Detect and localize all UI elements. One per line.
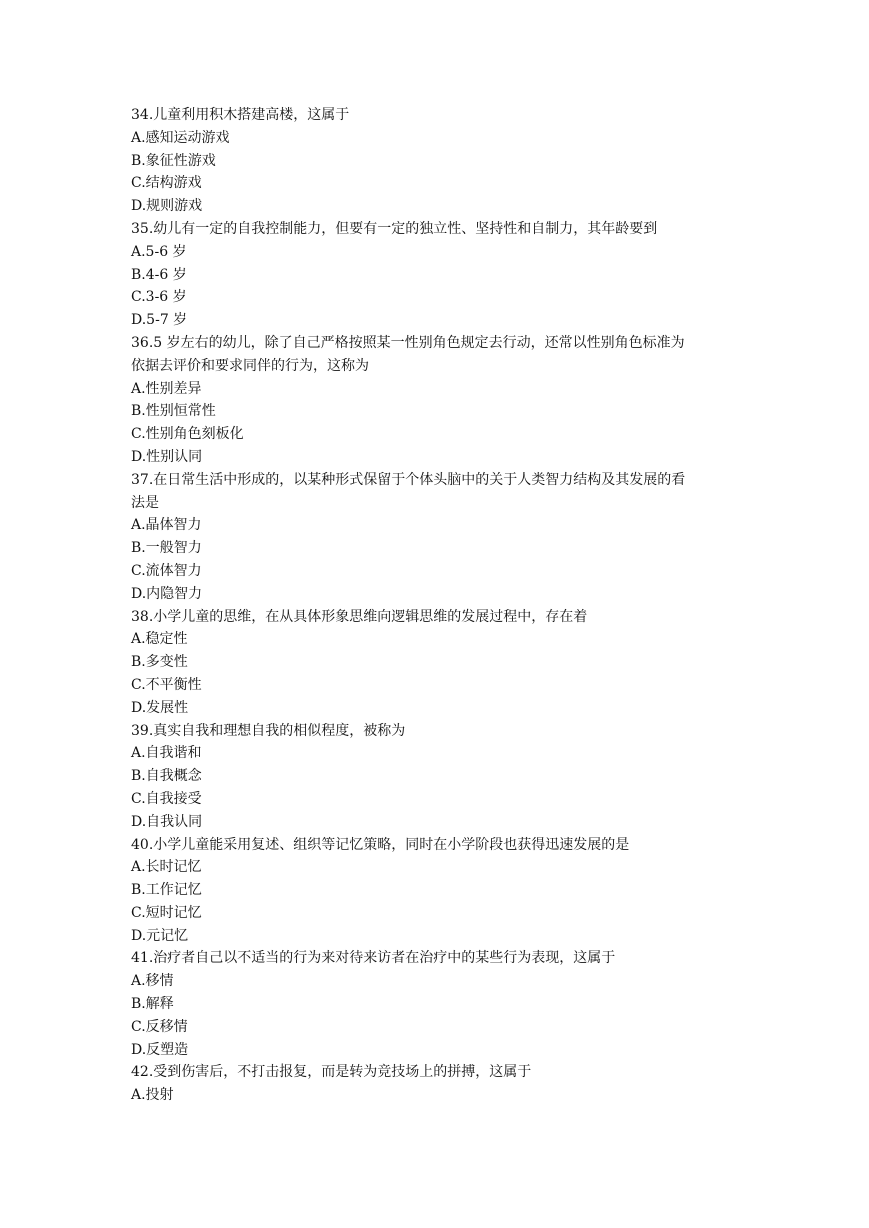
answer-option: D.发展性: [131, 699, 189, 716]
answer-option: B.解释: [131, 996, 174, 1013]
answer-option: C.短时记忆: [131, 904, 202, 921]
question-stem-line: 35.幼儿有一定的自我控制能力，但要有一定的独立性、坚持性和自制力，其年龄要到: [131, 220, 658, 237]
question-stem-line: 42.受到伤害后，不打击报复，而是转为竞技场上的拼搏，这属于: [131, 1064, 532, 1081]
answer-option: A.自我谐和: [131, 745, 202, 762]
question-stem-line: 依据去评价和要求同伴的行为，这称为: [131, 357, 369, 374]
answer-option: C.反移情: [131, 1018, 188, 1035]
question-list: [131, 104, 751, 1107]
answer-option: D.反塑造: [131, 1041, 189, 1058]
answer-option: D.内隐智力: [131, 585, 203, 602]
question-stem-line: 37.在日常生活中形成的，以某种形式保留于个体头脑中的关于人类智力结构及其发展的看: [131, 471, 686, 488]
answer-option: D.规则游戏: [131, 198, 203, 215]
question-block: [131, 834, 751, 948]
question-stem-line: 41.治疗者自己以不适当的行为来对待来访者在治疗中的某些行为表现，这属于: [131, 950, 616, 967]
answer-option: A.晶体智力: [131, 517, 202, 534]
question-block: [131, 1061, 751, 1107]
answer-option: D.性别认同: [131, 448, 203, 465]
answer-option: A.5-6 岁: [131, 243, 187, 260]
answer-option: D.元记忆: [131, 927, 189, 944]
answer-option: D.5-7 岁: [131, 312, 188, 329]
answer-option: C.自我接受: [131, 790, 202, 807]
answer-option: B.多变性: [131, 654, 188, 671]
answer-option: C.性别角色刻板化: [131, 426, 244, 443]
answer-option: A.性别差异: [131, 380, 202, 397]
question-block: [131, 606, 751, 720]
answer-option: C.结构游戏: [131, 175, 202, 192]
answer-option: B.工作记忆: [131, 882, 202, 899]
answer-option: A.稳定性: [131, 631, 188, 648]
question-block: [131, 720, 751, 834]
question-block: [131, 218, 751, 332]
answer-option: C.流体智力: [131, 562, 202, 579]
answer-option: B.象征性游戏: [131, 152, 216, 169]
question-stem-line: 36.5 岁左右的幼儿，除了自己严格按照某一性别角色规定去行动，还常以性别角色标准为: [131, 334, 685, 351]
question-stem-line: 34.儿童利用积木搭建高楼，这属于: [131, 107, 350, 123]
answer-option: A.投射: [131, 1087, 174, 1104]
answer-option: A.移情: [131, 973, 174, 990]
answer-option: A.长时记忆: [131, 859, 202, 876]
question-stem-line: 法是: [131, 494, 159, 511]
question-block: [131, 469, 751, 606]
answer-option: B.4-6 岁: [131, 266, 187, 283]
answer-option: D.自我认同: [131, 813, 203, 830]
question-stem-line: 39.真实自我和理想自我的相似程度，被称为: [131, 722, 406, 739]
question-block: [131, 104, 751, 218]
answer-option: A.感知运动游戏: [131, 129, 230, 146]
question-stem-line: 38.小学儿童的思维，在从具体形象思维向逻辑思维的发展过程中，存在着: [131, 608, 588, 625]
question-block: [131, 332, 751, 469]
question-block: [131, 947, 751, 1061]
answer-option: C.3-6 岁: [131, 289, 187, 306]
answer-option: B.自我概念: [131, 768, 202, 785]
answer-option: B.性别恒常性: [131, 403, 216, 420]
answer-option: B.一般智力: [131, 540, 202, 557]
question-stem-line: 40.小学儿童能采用复述、组织等记忆策略，同时在小学阶段也获得迅速发展的是: [131, 836, 630, 853]
answer-option: C.不平衡性: [131, 676, 202, 693]
